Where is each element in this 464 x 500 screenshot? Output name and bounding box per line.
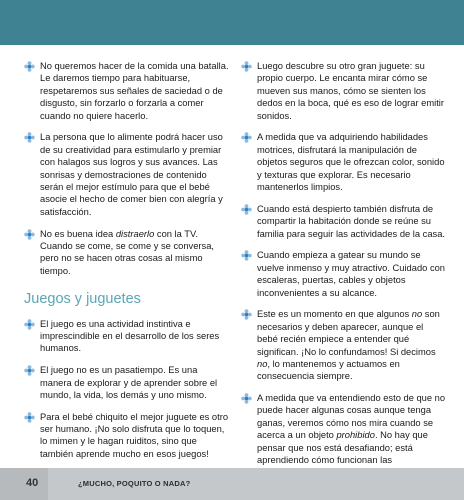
paragraph [241, 60, 446, 122]
flower-bullet-icon [24, 61, 35, 72]
paragraph-text: , lo mantenemos y actuamos en consecuencia siempre. [257, 358, 400, 382]
section-heading: Juegos y juguetes [24, 291, 141, 308]
paragraph-text: son necesarios y deben aparecer, aunque el bebé recién empiece a entender qué significan. ¡No lo confundamos! Si decimos [257, 309, 440, 357]
emphasis: distraerlo [115, 228, 155, 239]
page-number: 40 [26, 477, 39, 489]
flower-bullet-icon [241, 309, 252, 320]
flower-bullet-icon [241, 250, 252, 261]
flower-bullet-icon [241, 204, 252, 215]
paragraph-text: con la TV. Cuando se come, se come y se conversa, pero no se hacen otras cosas al mismo tiempo. [40, 228, 214, 276]
paragraph [241, 308, 446, 382]
paragraph-text: Para el bebé chiquito el mejor juguete es otro ser humano. ¡No solo disfruta que lo toquen, lo mimen y le hagan ruiditos, sino que también aprende mucho en esos juegos! [40, 411, 229, 459]
flower-bullet-icon [24, 412, 35, 423]
flower-bullet-icon [24, 365, 35, 376]
flower-bullet-icon [241, 393, 252, 404]
flower-bullet-icon [24, 319, 35, 330]
paragraph-text: El juego no es un pasatiempo. Es una manera de explorar y de aprender sobre el mundo, la vida, los demás y uno mismo. [40, 365, 218, 400]
paragraph-text: No queremos hacer de la comida una batalla. Le daremos tiempo para habituarse, respetaremos sus señales de saciedad o de disgusto, sin forzarlo o forzarla a comer cuando no quiere hacerlo. [40, 61, 229, 121]
running-title: ¿MUCHO, POQUITO O NADA? [78, 479, 191, 488]
page-number-box [0, 468, 48, 500]
paragraph-text: No es buena idea [40, 228, 116, 239]
paragraph [24, 131, 229, 218]
right-column [241, 60, 446, 473]
flower-bullet-icon [24, 229, 35, 240]
emphasis: no [411, 309, 423, 320]
paragraph-text: El juego es una actividad instintiva e imprescindible en el desarrollo de los seres humanos. [40, 318, 220, 354]
left-column [24, 60, 229, 466]
paragraph [24, 318, 229, 355]
paragraph-text: Cuando empieza a gatear su mundo se vuelve inmenso y muy atractivo. Cuidado con escaleras, puertas, cables y objetos inconvenientes a su alcance. [257, 250, 446, 298]
paragraph [24, 60, 229, 122]
paragraph-text: A medida que va adquiriendo habilidades motrices, disfrutará la manipulación de objetos seguros que le ofrezcan color, sonido y texturas que explorar. Es necesario mantenerlos limpios. [257, 132, 445, 192]
flower-bullet-icon [241, 132, 252, 143]
paragraph [24, 228, 229, 278]
paragraph-text: Este es un momento en que algunos [257, 309, 412, 320]
flower-bullet-icon [241, 61, 252, 72]
paragraph [241, 249, 446, 299]
paragraph [24, 364, 229, 401]
paragraph-text: A medida que va entendiendo esto de que no puede hacer algunas cosas aunque tenga ganas, veremos cómo nos mira cuando se acerca a un objeto [257, 393, 446, 441]
paragraph-text: . No hay que pensar que nos está desafiando; está aprendiendo cómo funcionan las [257, 430, 428, 466]
paragraph [24, 411, 229, 461]
paragraph-text: La persona que lo alimente podrá hacer uso de su creatividad para estimularlo y premiar con halagos sus logros y sus avances. Las sonrisas y demostraciones de contenido serán el mejor estímulo para que el bebé asocie el hecho de comer bien con alegría y satisfacción. [40, 132, 223, 217]
paragraph [241, 203, 446, 240]
paragraph-text: Cuando está despierto también disfruta de compartir la habitación donde se reúne su familia para seguir las actividades de la casa. [257, 203, 446, 239]
header-band [0, 0, 464, 45]
page-footer [0, 468, 464, 500]
paragraph-text: Luego descubre su otro gran juguete: su propio cuerpo. Le encanta mirar cómo se mueven sus manos, cómo se sienten los dedos en la boca, qué es eso de lograr emitir sonidos. [257, 61, 444, 121]
emphasis: no [257, 358, 268, 369]
emphasis: prohibido [336, 430, 375, 441]
flower-bullet-icon [24, 132, 35, 143]
paragraph [241, 131, 446, 193]
paragraph [241, 392, 446, 466]
